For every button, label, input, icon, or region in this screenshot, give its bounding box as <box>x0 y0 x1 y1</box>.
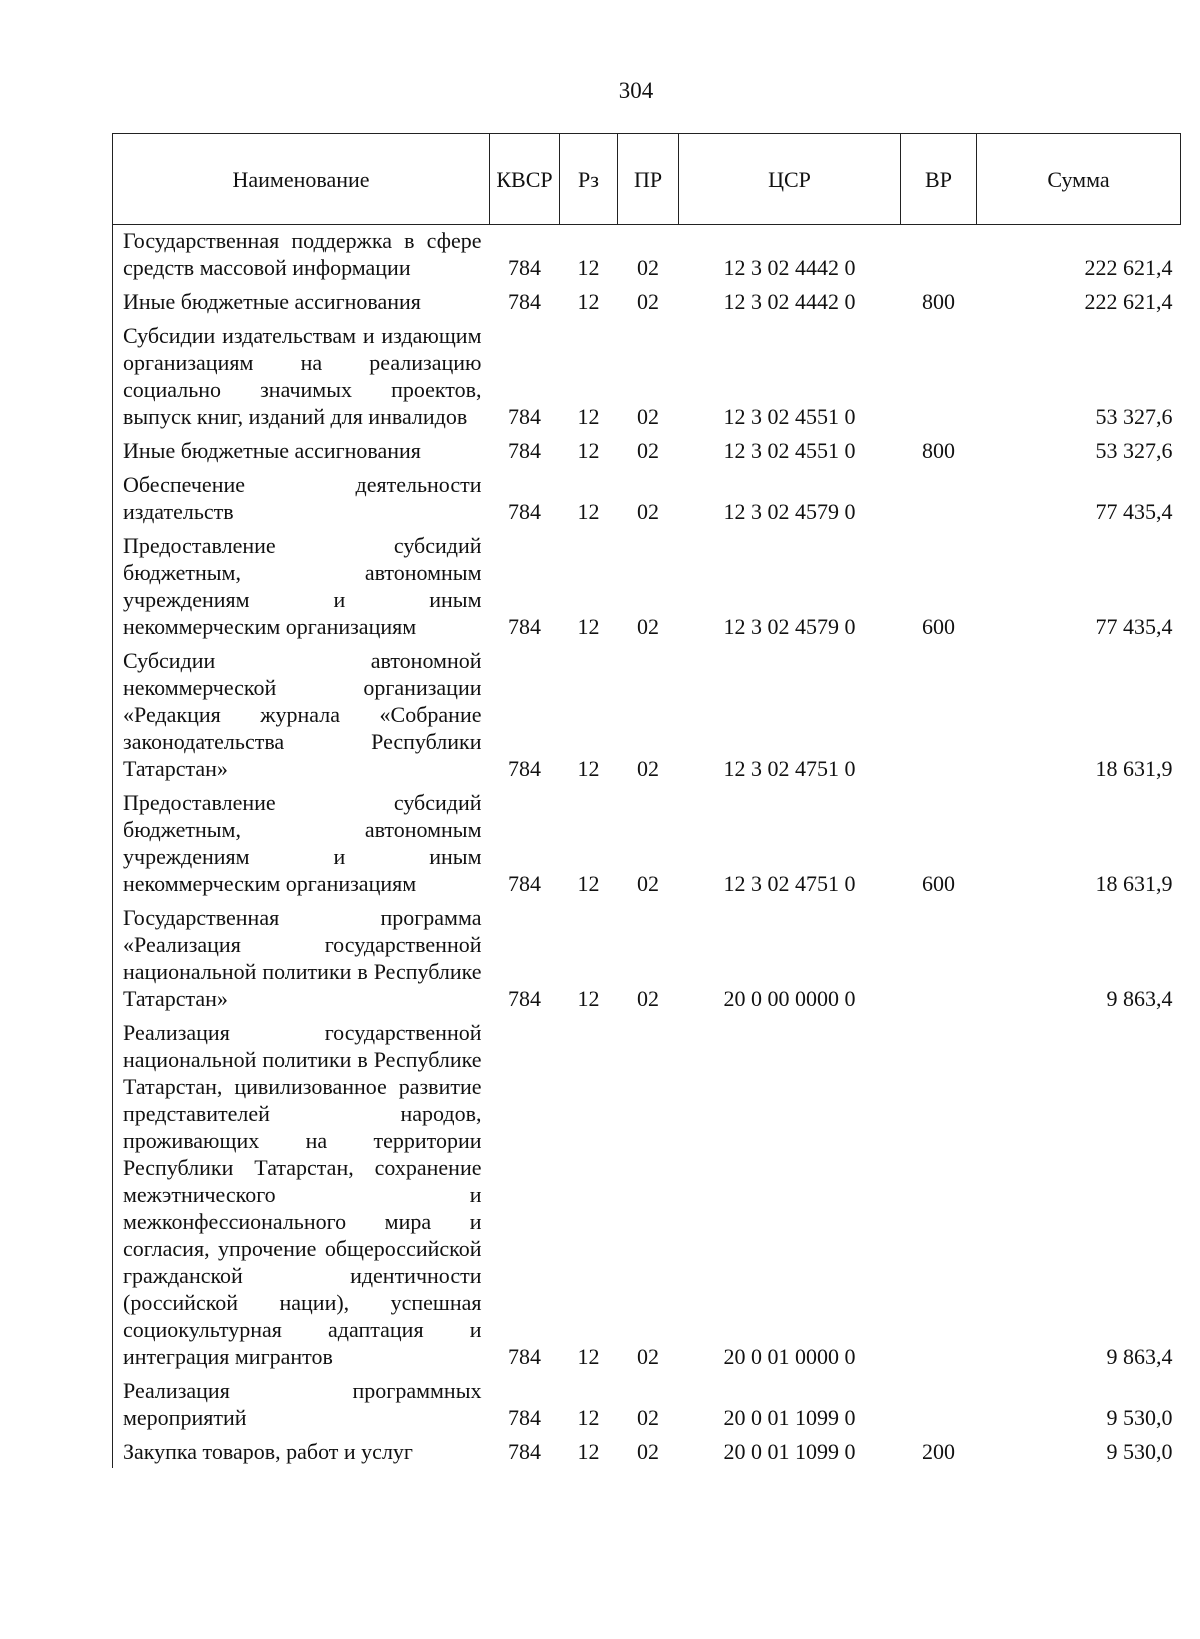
row-vr <box>901 467 977 528</box>
row-kvsr: 784 <box>508 1439 541 1464</box>
row-name: Иные бюджетные ассигнования <box>113 284 490 318</box>
row-pr: 02 <box>637 871 659 896</box>
row-rz: 12 <box>577 986 600 1011</box>
row-name: Субсидии издательствам и издающим организациям на реализацию социально значимых проектов, выпуск книг, изданий для инвалидов <box>113 318 490 433</box>
budget-table-container <box>112 133 1180 1468</box>
row-rz: 12 <box>577 404 600 429</box>
row-rz: 12 <box>577 438 600 463</box>
row-kvsr: 784 <box>508 404 541 429</box>
row-sum: 53 327,6 <box>1095 438 1173 463</box>
table-row <box>113 225 1181 285</box>
budget-table <box>112 133 1181 1468</box>
row-rz: 12 <box>577 871 600 896</box>
row-name: Субсидии автономной некоммерческой организации «Редакция журнала «Собрание законодательства Республики Татарстан» <box>113 643 490 785</box>
row-pr: 02 <box>637 756 659 781</box>
header-csr: ЦСР <box>679 134 901 225</box>
row-kvsr: 784 <box>508 255 541 280</box>
row-pr: 02 <box>637 289 659 314</box>
row-sum: 77 435,4 <box>1095 614 1173 639</box>
row-pr: 02 <box>637 1405 659 1430</box>
row-csr: 12 3 02 4751 0 <box>723 871 856 896</box>
row-sum: 9 863,4 <box>1106 1344 1173 1369</box>
row-vr <box>901 900 977 1015</box>
table-row <box>113 1015 1181 1373</box>
row-kvsr: 784 <box>508 1405 541 1430</box>
row-name: Государственная программа «Реализация государственной национальной политики в Республике Татарстан» <box>113 900 490 1015</box>
header-name: Наименование <box>113 134 490 225</box>
row-sum: 18 631,9 <box>1095 756 1173 781</box>
row-pr: 02 <box>637 614 659 639</box>
row-kvsr: 784 <box>508 986 541 1011</box>
table-row <box>113 318 1181 433</box>
row-csr: 20 0 01 1099 0 <box>723 1439 856 1464</box>
row-csr: 12 3 02 4551 0 <box>723 404 856 429</box>
row-csr: 20 0 00 0000 0 <box>723 986 856 1011</box>
row-csr: 12 3 02 4442 0 <box>723 289 856 314</box>
header-rz: Рз <box>560 134 618 225</box>
row-csr: 12 3 02 4442 0 <box>723 255 856 280</box>
row-sum: 9 530,0 <box>1106 1405 1173 1430</box>
row-kvsr: 784 <box>508 1344 541 1369</box>
row-pr: 02 <box>637 404 659 429</box>
table-row <box>113 284 1181 318</box>
row-pr: 02 <box>637 255 659 280</box>
row-csr: 12 3 02 4751 0 <box>723 756 856 781</box>
row-vr: 800 <box>922 289 955 314</box>
row-rz: 12 <box>577 499 600 524</box>
row-pr: 02 <box>637 499 659 524</box>
row-csr: 20 0 01 0000 0 <box>723 1344 856 1369</box>
row-name: Иные бюджетные ассигнования <box>113 433 490 467</box>
header-vr: ВР <box>901 134 977 225</box>
row-name: Предоставление субсидий бюджетным, автономным учреждениям и иным некоммерческим организациям <box>113 528 490 643</box>
row-sum: 77 435,4 <box>1095 499 1173 524</box>
row-kvsr: 784 <box>508 756 541 781</box>
row-pr: 02 <box>637 986 659 1011</box>
row-csr: 20 0 01 1099 0 <box>723 1405 856 1430</box>
header-pr: ПР <box>618 134 679 225</box>
table-row <box>113 1434 1181 1468</box>
row-name: Закупка товаров, работ и услуг <box>113 1434 490 1468</box>
header-kvsr: КВСР <box>490 134 560 225</box>
table-row <box>113 643 1181 785</box>
row-kvsr: 784 <box>508 871 541 896</box>
table-row <box>113 900 1181 1015</box>
table-row <box>113 785 1181 900</box>
row-name: Реализация государственной национальной политики в Республике Татарстан, цивилизованное развитие представителей народов, проживающих на территории Республики Татарстан, сохранение межэтнического и межконфессионального мира и согласия, упрочение общероссийской гражданской идентичности (российской нации), успешная социокультурная адаптация и интеграция мигрантов <box>113 1015 490 1373</box>
row-pr: 02 <box>637 1439 659 1464</box>
row-vr <box>901 643 977 785</box>
row-sum: 53 327,6 <box>1095 404 1173 429</box>
row-rz: 12 <box>577 1344 600 1369</box>
table-row <box>113 1373 1181 1434</box>
row-sum: 222 621,4 <box>1084 289 1173 314</box>
row-vr <box>901 318 977 433</box>
row-pr: 02 <box>637 1344 659 1369</box>
row-csr: 12 3 02 4579 0 <box>723 499 856 524</box>
table-row <box>113 433 1181 467</box>
row-vr: 200 <box>922 1439 955 1464</box>
row-vr: 800 <box>922 438 955 463</box>
table-row <box>113 528 1181 643</box>
row-sum: 18 631,9 <box>1095 871 1173 896</box>
header-sum: Сумма <box>977 134 1181 225</box>
row-kvsr: 784 <box>508 438 541 463</box>
row-name: Государственная поддержка в сфере средств массовой информации <box>113 225 490 285</box>
page-number: 304 <box>618 78 654 103</box>
row-vr <box>901 1015 977 1373</box>
row-kvsr: 784 <box>508 499 541 524</box>
row-vr: 600 <box>922 871 955 896</box>
table-header-row <box>113 134 1181 225</box>
row-sum: 9 530,0 <box>1106 1439 1173 1464</box>
row-name: Обеспечение деятельности издательств <box>113 467 490 528</box>
row-vr: 600 <box>922 614 955 639</box>
row-rz: 12 <box>577 1405 600 1430</box>
row-rz: 12 <box>577 289 600 314</box>
row-name: Предоставление субсидий бюджетным, автономным учреждениям и иным некоммерческим организациям <box>113 785 490 900</box>
row-vr <box>901 1373 977 1434</box>
row-pr: 02 <box>637 438 659 463</box>
row-rz: 12 <box>577 756 600 781</box>
row-kvsr: 784 <box>508 289 541 314</box>
row-sum: 9 863,4 <box>1106 986 1173 1011</box>
row-csr: 12 3 02 4579 0 <box>723 614 856 639</box>
row-csr: 12 3 02 4551 0 <box>723 438 856 463</box>
row-rz: 12 <box>577 1439 600 1464</box>
row-vr <box>901 225 977 285</box>
row-kvsr: 784 <box>508 614 541 639</box>
row-rz: 12 <box>577 614 600 639</box>
row-name: Реализация программных мероприятий <box>113 1373 490 1434</box>
row-rz: 12 <box>577 255 600 280</box>
row-sum: 222 621,4 <box>1084 255 1173 280</box>
table-row <box>113 467 1181 528</box>
